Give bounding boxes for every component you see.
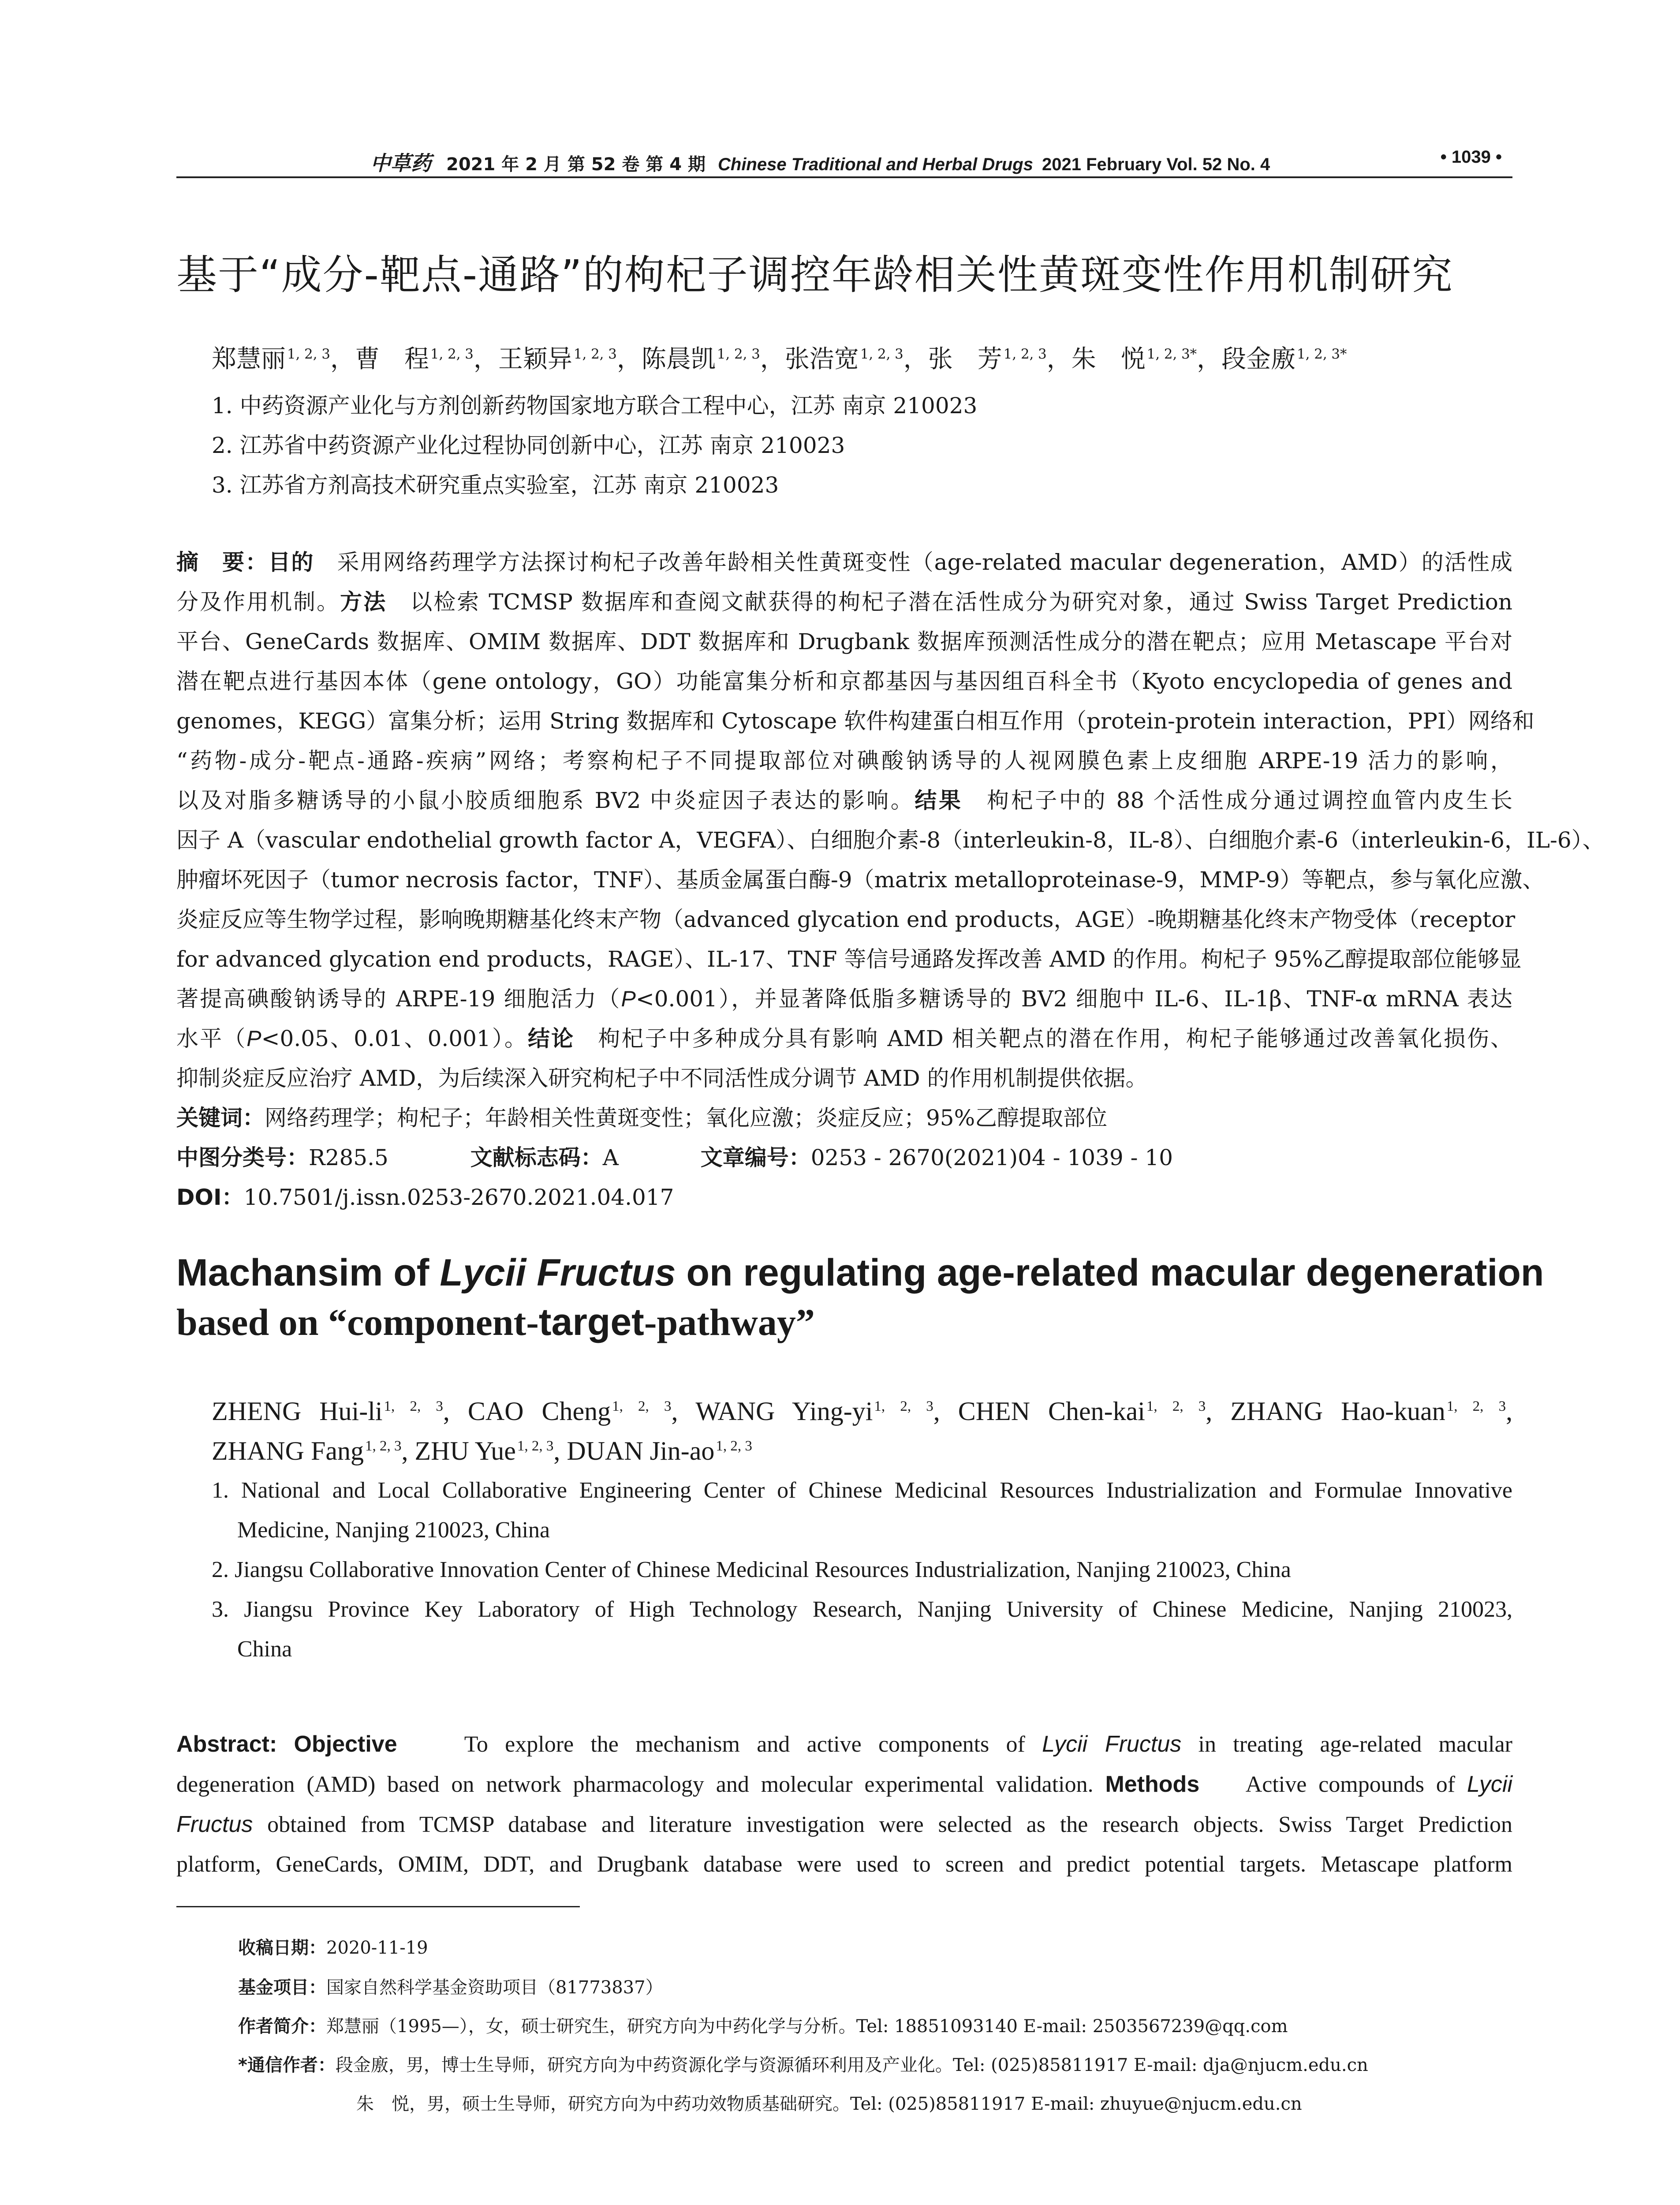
text: on regulating age-related macular degeneration	[676, 1252, 1544, 1294]
author-en	[468, 1397, 696, 1426]
author-name: ZHU Yue	[414, 1436, 516, 1465]
author-affiliation-marker: 1, 2, 3	[717, 346, 760, 363]
doi-line	[176, 1177, 1512, 1217]
author-separator: ,	[1206, 1397, 1231, 1426]
text: To explore the mechanism and active components of	[464, 1732, 1025, 1757]
doc-code-label: 文献标志码：	[470, 1145, 603, 1170]
author-separator: ,	[443, 1397, 468, 1426]
issue-cn: 2021 年 2 月 第 52 卷 第 4 期	[446, 154, 706, 175]
author-affiliation-marker: 1, 2, 3	[365, 1438, 402, 1454]
author-cn: 张浩宽$^{1, 2, 3}$，	[784, 345, 928, 374]
text: Lycii Fructus	[1042, 1731, 1182, 1757]
text: 段金廒，男，博士生导师，研究方向为中药资源化学与资源循环利用及产业化。Tel: (025)85811917 E-mail: dja@njucm.edu.cn	[335, 2055, 1368, 2075]
text: 著提高碘酸钠诱导的 ARPE-19 细胞活力（	[176, 986, 621, 1012]
author-cn: 张 芳$^{1, 2, 3}$，	[928, 345, 1071, 374]
abstract-cn-line	[176, 860, 1545, 900]
author-name: WANG Ying-yi	[695, 1397, 873, 1426]
abstract-cn-line	[176, 939, 1522, 979]
author-en	[567, 1436, 752, 1465]
text: 水平（	[176, 1026, 247, 1051]
author-name: 王颖异	[498, 345, 572, 374]
text: Lycii	[1467, 1771, 1513, 1797]
text: 枸杞子中多种成分具有影响 AMD 相关靶点的潜在作用，枸杞子能够通过改善氧化损伤、	[598, 1026, 1513, 1051]
text: 基金项目：	[238, 1977, 326, 1998]
author-affiliation-marker: 1, 2, 3	[1003, 346, 1047, 363]
author-cn: 王颖异$^{1, 2, 3}$，	[498, 345, 642, 374]
text: 采用网络药理学方法探讨枸杞子改善年龄相关性黄斑变性（age-related macular degeneration，AMD）的活性成	[337, 549, 1513, 575]
footnote-rule	[176, 1906, 580, 1907]
text: Fructus	[176, 1812, 253, 1837]
methods-label-en: Methods	[1105, 1771, 1200, 1797]
author-affiliation-marker: 1, 2, 3	[384, 1398, 443, 1414]
author-name: DUAN Jin-ao	[567, 1436, 715, 1465]
page-number: • 1039 •	[1440, 147, 1502, 167]
text: Active compounds of	[1245, 1772, 1456, 1797]
abstract-cn-line	[176, 701, 1534, 741]
text: based on “component-	[176, 1301, 539, 1343]
text: 抑制炎症反应治疗 AMD，为后续深入研究枸杞子中不同活性成分调节 AMD 的作用机制提供依据。	[176, 1065, 1148, 1091]
author-affiliation-marker: 1, 2, 3	[716, 1438, 752, 1454]
author-affiliation-marker: 1, 2, 3*	[1297, 346, 1347, 363]
objective-label-en: Objective	[294, 1731, 397, 1757]
author-name: CHEN Chen-kai	[958, 1397, 1145, 1426]
author-name: ZHANG Hao-kuan	[1230, 1397, 1445, 1426]
text: 国家自然科学基金资助项目（81773837）	[326, 1977, 663, 1998]
clc-value: R285.5	[309, 1145, 388, 1170]
author-cn: 陈晨凯$^{1, 2, 3}$，	[641, 345, 785, 374]
clc-label: 中图分类号：	[176, 1145, 309, 1170]
authors-cn	[212, 340, 1512, 375]
line1: 2. Jiangsu Collaborative Innovation Center of Chinese Medicinal Resources Industrialization, Nanjing 210023, China	[212, 1557, 1291, 1582]
author-name: 陈晨凯	[641, 345, 716, 374]
objective-label-cn: 目的	[268, 549, 314, 575]
author-name: ZHANG Fang	[212, 1436, 364, 1465]
abstract-cn-line	[176, 622, 1512, 662]
footnote-received	[238, 1934, 1517, 1959]
abstract-cn-line	[176, 582, 1512, 622]
author-en	[212, 1397, 468, 1426]
footnote-corresponding	[238, 2051, 1517, 2076]
author-name: 段金廒	[1221, 345, 1296, 374]
abstract-cn-line	[176, 1019, 1512, 1058]
author-en	[414, 1436, 567, 1465]
text: *通信作者：	[238, 2055, 336, 2075]
text: Machansim of	[176, 1252, 440, 1294]
author-cn	[1221, 345, 1347, 374]
header-left	[370, 147, 1270, 176]
author-affiliation-marker: 1, 2, 3	[573, 346, 617, 363]
author-en	[958, 1397, 1231, 1426]
text: 收稿日期：	[238, 1938, 326, 1958]
author-affiliation-marker: 1, 2, 3	[430, 346, 474, 363]
line1: 3. Jiangsu Province Key Laboratory of High Technology Research, Nanjing University of Chinese Medicine, Nanjing 210023,	[212, 1597, 1512, 1622]
affiliation-cn-3: 3. 江苏省方剂高技术研究重点实验室，江苏 南京 210023	[212, 472, 779, 498]
footnote-fund	[238, 1973, 1517, 1999]
text: 肿瘤坏死因子（tumor necrosis factor，TNF）、基质金属蛋白酶-9（matrix metalloproteinase-9，MMP-9）等靶点，参与氧化应激、	[176, 867, 1545, 893]
author-name: 朱 悦	[1071, 345, 1146, 374]
text: 分及作用机制。	[176, 589, 340, 615]
author-en	[212, 1436, 414, 1465]
affiliation-cn-1: 1. 中药资源产业化与方剂创新药物国家地方联合工程中心，江苏 南京 210023	[212, 393, 978, 419]
text: in treating age-related macular	[1198, 1732, 1512, 1757]
text: obtained from TCMSP database and literature investigation were selected as the research objects. Swiss Target Prediction	[267, 1812, 1513, 1837]
affiliation-cn-2: 2. 江苏省中药资源产业化过程协同创新中心，江苏 南京 210023	[212, 433, 845, 458]
conclusion-label-cn: 结论	[528, 1026, 575, 1051]
abstract-label-cn: 摘 要：	[176, 549, 269, 575]
issue-en: 2021 February Vol. 52 No. 4	[1042, 155, 1270, 174]
author-name: ZHENG Hui-li	[212, 1397, 383, 1426]
abstract-cn-line	[176, 741, 1512, 781]
text: 枸杞子中的 88 个活性成分通过调控血管内皮生长	[987, 788, 1513, 813]
abstract-cn-line	[176, 781, 1512, 820]
abstract-en-line	[176, 1845, 1512, 1884]
text: 朱 悦，男，硕士生导师，研究方向为中药功效物质基础研究。Tel: (025)85811917 E-mail: zhuyue@njucm.edu.cn	[356, 2094, 1302, 2114]
authors-en-line-1	[212, 1391, 1512, 1431]
text: for advanced glycation end products，RAGE）、IL-17、TNF 等信号通路发挥改善 AMD 的作用。枸杞子 95%乙醇提取部位能够显	[176, 946, 1522, 972]
p-symbol: P	[621, 987, 636, 1011]
author-name: 曹 程	[355, 345, 429, 374]
abstract-cn-line	[176, 820, 1605, 860]
line2: China	[237, 1637, 292, 1662]
abstract-cn	[176, 542, 1605, 1217]
line1: 1. National and Local Collaborative Engineering Center of Chinese Medicinal Resources Industrialization and Formulae Innovative	[212, 1478, 1512, 1503]
text: target	[538, 1301, 644, 1343]
author-name: 张浩宽	[784, 345, 859, 374]
author-name: 张 芳	[928, 345, 1002, 374]
text: <0.05、0.01、0.001）。	[261, 1026, 528, 1051]
author-affiliation-marker: 1, 2, 3	[874, 1398, 933, 1414]
text: platform, GeneCards, OMIM, DDT, and Drugbank database were used to screen and predict potential targets. Metascape platform	[176, 1852, 1512, 1877]
author-name: 郑慧丽	[212, 345, 286, 374]
text: 网络药理学；枸杞子；年龄相关性黄斑变性；氧化应激；炎症反应；95%乙醇提取部位	[265, 1105, 1108, 1131]
abstract-en-line	[176, 1764, 1512, 1805]
author-separator: ,	[1506, 1397, 1513, 1426]
abstract-en-line	[176, 1724, 1512, 1764]
article-no-value: 0253 - 2670(2021)04 - 1039 - 10	[810, 1145, 1173, 1170]
author-affiliation-marker: 1, 2, 3	[612, 1398, 672, 1414]
text: 炎症反应等生物学过程，影响晚期糖基化终末产物（advanced glycation end products，AGE）-晚期糖基化终末产物受体（receptor	[176, 907, 1516, 932]
affiliation-en-3	[212, 1590, 1512, 1669]
author-affiliation-marker: 1, 2, 3	[1146, 1398, 1206, 1414]
p-symbol: P	[246, 1026, 261, 1051]
doc-code-value: A	[602, 1145, 619, 1170]
results-label-cn: 结果	[915, 788, 963, 813]
author-separator: ,	[671, 1397, 696, 1426]
text: degeneration (AMD) based on network pharmacology and molecular experimental validation.	[176, 1772, 1094, 1797]
footnote-bio	[238, 2012, 1517, 2037]
author-en	[695, 1397, 958, 1426]
abstract-cn-line	[176, 979, 1512, 1019]
methods-label-cn: 方法	[340, 589, 387, 615]
authors-en-line-2	[212, 1431, 1512, 1471]
journal-name-cn: 中草药	[370, 151, 431, 175]
classification-line	[176, 1138, 1512, 1177]
title-species: Lycii Fructus	[440, 1252, 676, 1294]
abstract-en	[176, 1724, 1512, 1884]
abstract-cn-line	[176, 1058, 1512, 1098]
author-name: CAO Cheng	[467, 1397, 611, 1426]
author-cn: 曹 程$^{1, 2, 3}$，	[355, 345, 498, 374]
doi-label: DOI：	[176, 1185, 244, 1210]
abstract-cn-line	[176, 542, 1512, 582]
affiliation-en-2	[212, 1550, 1512, 1590]
text: 2020-11-19	[326, 1938, 428, 1958]
line2: Medicine, Nanjing 210023, China	[237, 1517, 550, 1543]
author-affiliation-marker: 1, 2, 3	[287, 346, 330, 363]
abstract-cn-line	[176, 900, 1516, 939]
article-no-label: 文章编号：	[700, 1145, 811, 1170]
title-cn: 基于“成分-靶点-通路”的枸杞子调控年龄相关性黄斑变性作用机制研究	[176, 251, 1453, 299]
abstract-label-en: Abstract:	[176, 1731, 277, 1757]
keywords-cn	[176, 1098, 1512, 1138]
text: 因子 A（vascular endothelial growth factor A，VEGFA）、白细胞介素-8（interleukin-8，IL-8）、白细胞介素-6（interleukin-6，IL-6）、	[176, 827, 1605, 853]
keywords-label-cn: 关键词：	[176, 1105, 265, 1131]
author-affiliation-marker: 1, 2, 3	[1446, 1398, 1506, 1414]
footnote-corresponding-2	[356, 2090, 1635, 2115]
header-rule	[176, 176, 1512, 178]
author-affiliation-marker: 1, 2, 3*	[1146, 346, 1197, 363]
author-separator: ,	[401, 1436, 415, 1465]
text: 以及对脂多糖诱导的小鼠小胶质细胞系 BV2 中炎症因子表达的影响。	[176, 788, 915, 813]
text: genomes，KEGG）富集分析；运用 String 数据库和 Cytoscape 软件构建蛋白相互作用（protein-protein interaction，PPI）网络和	[176, 708, 1534, 734]
title-en	[176, 1248, 1544, 1347]
text: “药物-成分-靶点-通路-疾病”网络；考察枸杞子不同提取部位对碘酸钠诱导的人视网膜色素上皮细胞 ARPE-19 活力的影响，	[176, 748, 1512, 774]
text: 以检索 TCMSP 数据库和查阅文献获得的枸杞子潜在活性成分为研究对象，通过 Swiss Target Prediction	[410, 589, 1513, 615]
authors-en	[212, 1391, 1512, 1471]
author-affiliation-marker: 1, 2, 3	[517, 1438, 554, 1454]
author-en	[1230, 1397, 1512, 1426]
abstract-en-line	[176, 1805, 1512, 1845]
author-cn: 郑慧丽$^{1, 2, 3}$，	[212, 345, 355, 374]
author-affiliation-marker: 1, 2, 3	[860, 346, 903, 363]
author-cn: 朱 悦$^{1, 2, 3*}$，	[1071, 345, 1222, 374]
text: 作者简介：	[238, 2016, 326, 2037]
abstract-cn-line	[176, 662, 1512, 701]
text: 郑慧丽（1995—），女，硕士研究生，研究方向为中药化学与分析。Tel: 18851093140 E-mail: 2503567239@qq.com	[326, 2016, 1288, 2037]
text: -pathway”	[644, 1301, 815, 1343]
doi-value[interactable]: 10.7501/j.issn.0253-2670.2021.04.017	[243, 1185, 674, 1210]
text: 潜在靶点进行基因本体（gene ontology，GO）功能富集分析和京都基因与基因组百科全书（Kyoto encyclopedia of genes and	[176, 669, 1512, 694]
text: <0.001），并显著降低脂多糖诱导的 BV2 细胞中 IL-6、IL-1β、TNF-α mRNA 表达	[635, 986, 1512, 1012]
journal-name-en: Chinese Traditional and Herbal Drugs	[718, 155, 1033, 174]
text: 平台、GeneCards 数据库、OMIM 数据库、DDT 数据库和 Drugbank 数据库预测活性成分的潜在靶点；应用 Metascape 平台对	[176, 629, 1512, 654]
author-separator: ,	[553, 1436, 567, 1465]
affiliation-en-1	[212, 1471, 1512, 1550]
running-header	[176, 146, 1512, 176]
author-separator: ,	[933, 1397, 958, 1426]
